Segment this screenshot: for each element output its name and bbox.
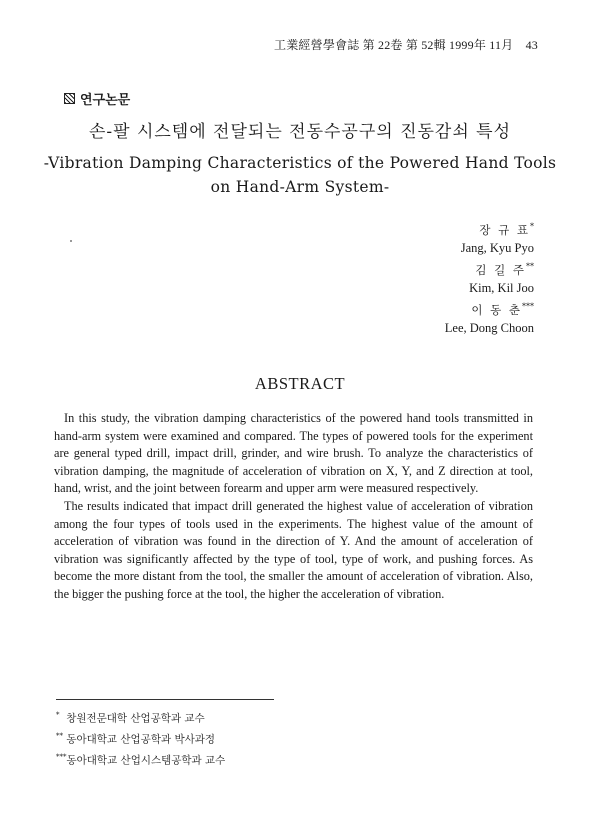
title-korean: 손-팔 시스템에 전달되는 전동수공구의 진동감쇠 특성 [88, 122, 512, 142]
footnotes [56, 707, 225, 770]
abstract-paragraph: In this study, the vibration damping characteristics of the powered hand tools transmitted in hand-arm system were examined and compared. The types of powered tools for the experiment are general typed drill, impact drill, grinder, and wire brush. To analyze the characteristics of vibration damping, the magnitude of acceleration of vibration on X, Y, and Z direction at tool, hand, wrist, and the joint between forearm and upper arm were measured respectively. [54, 411, 533, 496]
abstract-body [54, 410, 533, 604]
author-name-english: Lee, Dong Choon [444, 320, 534, 335]
author-name-english: Kim, Kil Joo [469, 281, 534, 296]
author-name-korean: 이 동 춘*** [471, 301, 534, 317]
author-name-korean: 김 길 주** [475, 261, 534, 277]
author-name-english: Jang, Kyu Pyo [460, 241, 534, 256]
title-english [0, 151, 600, 199]
title-english-line-1: -Vibration Damping Characteristics of the Powered Hand Tools [43, 154, 557, 172]
scan-speck [70, 240, 72, 242]
footnote-divider [56, 699, 274, 700]
footnote: ** 동아대학교 산업공학과 박사과정 [56, 732, 216, 746]
title-english-line-2: on Hand-Arm System- [210, 178, 390, 196]
footnote: * 창원전문대학 산업공학과 교수 [56, 711, 205, 725]
hatched-square-icon [64, 93, 75, 104]
footnote: ***동아대학교 산업시스템공학과 교수 [56, 753, 226, 767]
author-block [445, 218, 534, 337]
abstract-paragraph: The results indicated that impact drill generated the highest value of acceleration of vibration among the four types of tools used in the experiments. The highest value of the amount of acceleration of vibration was found in the direction of Y. And the amount of acceleration of vibration was significantly affected by the type of tool, type of work, and pushing forces. As become the more distant from the tool, the smaller the amount of acceleration of vibration. Also, the bigger the pushing force at the tool, the higher the acceleration of vibration. [54, 498, 533, 601]
section-tag [64, 89, 130, 108]
running-header: 工業經營學會誌 第 22卷 第 52輯 1999年 11月 43 [274, 38, 538, 52]
section-tag-label: 연구논문 [80, 93, 131, 108]
author-name-korean: 장 규 표* [479, 222, 534, 237]
abstract-heading: ABSTRACT [254, 374, 346, 393]
